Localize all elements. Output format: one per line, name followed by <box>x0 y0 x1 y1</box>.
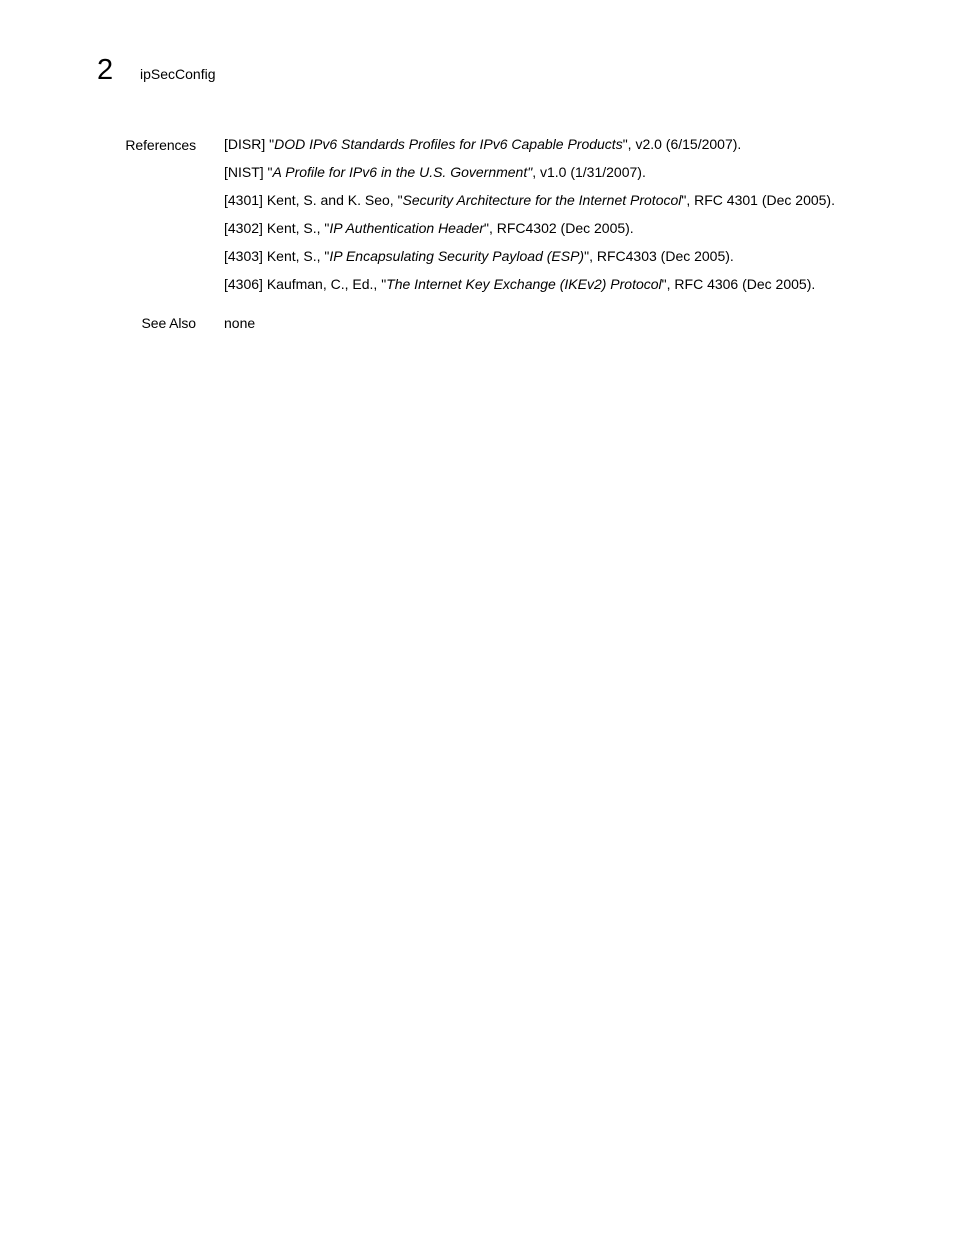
reference-item: [4303] Kent, S., "IP Encapsulating Security Payload (ESP)", RFC4303 (Dec 2005). <box>224 248 734 264</box>
chapter-number: 2 <box>97 54 114 86</box>
reference-item: [4301] Kent, S. and K. Seo, "Security Architecture for the Internet Protocol", RFC 4301 (Dec 2005). <box>224 192 835 208</box>
see-also-value: none <box>224 315 256 331</box>
see-also-label: See Also <box>141 315 196 331</box>
references-list <box>224 135 904 303</box>
reference-item: [NIST] "A Profile for IPv6 in the U.S. Government", v1.0 (1/31/2007). <box>224 164 646 180</box>
reference-item: [4306] Kaufman, C., Ed., "The Internet Key Exchange (IKEv2) Protocol", RFC 4306 (Dec 2005). <box>224 276 816 292</box>
running-header: ipSecConfig <box>140 66 216 82</box>
reference-item: [DISR] "DOD IPv6 Standards Profiles for IPv6 Capable Products", v2.0 (6/15/2007). <box>224 136 742 152</box>
reference-item: [4302] Kent, S., "IP Authentication Header", RFC4302 (Dec 2005). <box>224 220 634 236</box>
references-label: References <box>125 137 196 153</box>
